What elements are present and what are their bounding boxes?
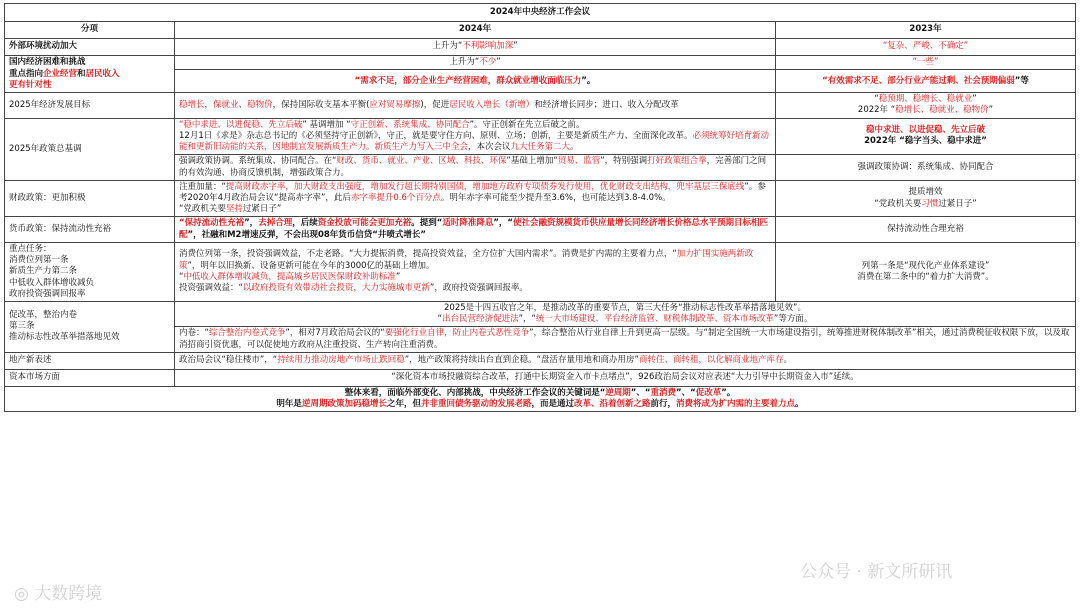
row-monetary-2023: 保持流动性合理充裕	[776, 217, 1076, 242]
row-reform-2024-a: 2025是十四五收官之年，是推动改革的重要节点，第三大任务“推动标志性改革举措落地见效”。 “出台民营经济促进法”，“统一大市场建设、平台经济监管、财税体制改革、资本市场改革”等方面。	[175, 301, 1076, 326]
row-reform-category: 促改革，整治内卷 第三条 推动标志性改革举措落地见效	[5, 301, 175, 352]
row-external-2024: 上升为“不利影响加深”	[175, 39, 776, 56]
row-policy-2024-b: 强调政策协调。系统集成、协同配合。在“财政、货币、就业、产业、区域、科技、环保”基础上增加“贸易、监管”，特别强调打好政策组合拳，完善部门之间的有效沟通、协商反馈机制，增强政策合力。	[175, 155, 776, 180]
row-capital-2024: “深化资本市场投融资综合改革，打通中长期资金入市卡点堵点”，926政治局会议对应表述“大力引导中长期资金入市”延续。	[175, 369, 1076, 386]
table-title: 2024年中央经济工作会议	[5, 4, 1076, 22]
header-2024: 2024年	[175, 22, 776, 39]
row-policy-2023-a: 稳中求进、以进促稳、先立后破 2022年 “稳字当头、稳中求进”	[776, 118, 1076, 155]
row-tasks-category: 重点任务： 消费位列第一条 新质生产力第二条 中低收入群体增收减负 政府投资强调回报率	[5, 242, 175, 301]
summary-line-1: 整体来看，面临外部变化、内部挑战，中央经济工作会议的关键词是“逆周期”、“重消费”、“促改革”。	[344, 387, 736, 398]
summary-line-2: 明年是逆周期政策加码稳增长之年，但并非重回债务驱动的发展老路，而是通过改革、沿着创新之路前行，消费将成为扩内需的主要着力点。	[276, 399, 804, 410]
row-policy-2024-a: “稳中求进、以进促稳、先立后破” 基调增加 “守正创新、系统集成、协同配合”。守正创新在先立后破之前。 12月1日《求是》杂志总书记的《必须坚持守正创新》，守正，就是要守住方向、原则、立场；创新，主要是新质生产力、全面深化改革。必须统筹好培育新动能和更新旧动能的关系，因地制宜发展新质生产力。新质生产力写入三中全会，本次会议九大任务第二大。	[175, 118, 776, 155]
row-tasks-2024: 消费位列第一条，投资强调效益，不走老路。“大力提振消费，提高投资效益，全方位扩大国内需求”。消费是扩内需的主要着力点，“加力扩围实施两新政策”，明年以旧换新、设备更新可能在今年的3000亿的基础上增加。 “中低收入群体增收减负，提高城乡居民医保财政补助标准” 投资强调效益：“以政府投资有效带动社会投资，大力实施城市更新”，政府投资强调回报率。	[175, 242, 776, 301]
header-2023: 2023年	[776, 22, 1076, 39]
row-domestic-category: 国内经济困难和挑战 重点指向企业经营和居民收入 更有针对性	[5, 56, 175, 93]
row-monetary-2024: “保持流动性充裕”，去掉合理，后续资金投放可能会更加充裕。提到“适时降准降息”，“使社会融资规模货币供应量增长同经济增长价格总水平预期目标相匹配”，社融和M2增速反弹，不会出现08年货币信贷“井喷式增长”	[175, 217, 776, 242]
header-category: 分项	[5, 22, 175, 39]
row-monetary-category: 货币政策：保持流动性充裕	[5, 217, 175, 242]
row-domestic-2023-a: “一些”	[776, 56, 1076, 70]
row-fiscal-2023: 提质增效 “党政机关要习惯过紧日子”	[776, 180, 1076, 217]
economic-work-conference-table	[4, 3, 1076, 412]
row-domestic-2024-b: “需求不足，部分企业生产经营困难，群众就业增收面临压力”。	[175, 70, 776, 93]
row-external-category: 外部环境扰动加大	[5, 39, 175, 56]
watermark-logo-icon: ◎	[14, 584, 29, 604]
row-goals-category: 2025年经济发展目标	[5, 93, 175, 118]
row-policy-2023-b: 强调政策协调：系统集成、协同配合	[776, 155, 1076, 180]
row-reform-2024-b: 内卷：“综合整治内卷式竞争”，相对7月政治局会议的“要强化行业自律，防止内卷式恶性竞争”，综合整治从行业自律上升到更高一层级。与“制定全国统一大市场建设指引，统筹推进财税体制改革”相关，通过消费税征收权限下放，以及取消招商引资优惠，可以促使地方政府从注重投资、生产转向注重消费。	[175, 327, 1076, 352]
row-external-2023: “复杂、严峻、不确定”	[776, 39, 1076, 56]
row-fiscal-2024: 注重加量：“提高财政赤字率，加大财政支出强度，增加发行超长期特别国债，增加地方政府专项债券发行使用，优化财政支出结构，兜牢基层三保底线”。参考2020年4月政治局会议“提高赤字率”，此后赤字率提升0.6个百分点。明年赤字率可能至少提升至3.6%，也可能达到3.8-4.0%。 “党政机关要坚持过紧日子”	[175, 180, 776, 217]
row-tasks-2023: 列第一条是“现代化产业体系建设” 消费在第二条中的“着力扩大消费”。	[776, 242, 1076, 301]
row-domestic-2024-a: 上升为“不少”	[175, 56, 776, 70]
row-property-2024: 政治局会议“稳住楼市”，“持续用力推动房地产市场止跌回稳”，地产政策将持续出台直到企稳。“盘活存量用地和商办用房”商转住、商转租，以化解商业地产库存。	[175, 352, 1076, 369]
row-fiscal-category: 财政政策：更加积极	[5, 180, 175, 217]
row-capital-category: 资本市场方面	[5, 369, 175, 386]
summary	[5, 386, 1076, 411]
row-property-category: 地产新表述	[5, 352, 175, 369]
row-goals-2024: 稳增长，保就业、稳物价，保持国际收支基本平衡(应对贸易摩擦)，促进居民收入增长（新增）和经济增长同步；进口、收入分配改革	[175, 93, 776, 118]
row-goals-2023: “稳预期、稳增长、稳就业” 2022年 “稳增长、稳就业、稳物价”	[776, 93, 1076, 118]
row-policy-category: 2025年政策总基调	[5, 118, 175, 180]
watermark-right: 公众号 · 新文所研讯	[800, 562, 953, 582]
watermark-left: ◎ 大数跨境	[14, 584, 103, 604]
row-domestic-2023-b: “有效需求不足、部分行业产能过剩、社会预期偏弱”等	[776, 70, 1076, 93]
